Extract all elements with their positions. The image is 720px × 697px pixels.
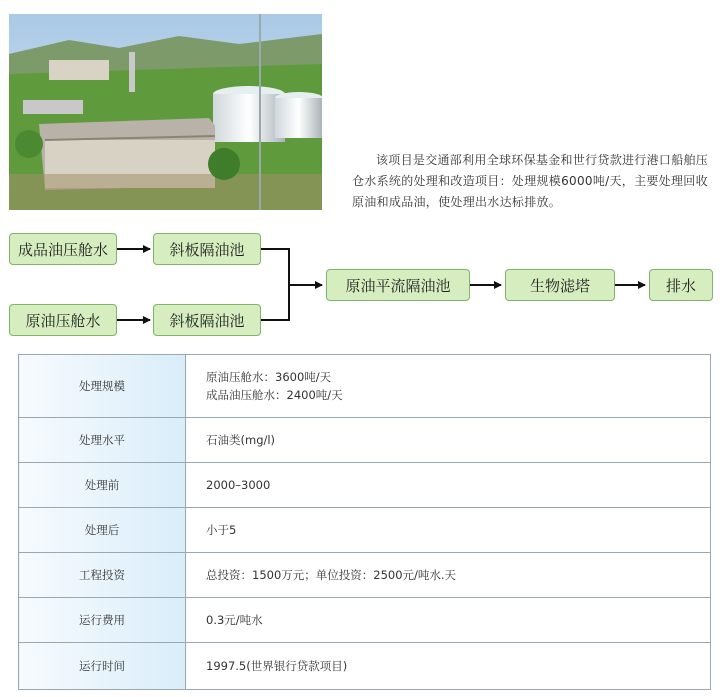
project-description: 该项目是交通部利用全球环保基金和世行贷款进行港口船舶压仓水系统的处理和改造项目：处理规模6000吨/天，主要处理回收原油和成品油，使处理出水达标排放。 [352,153,709,209]
node-bio-filter: 生物滤塔 [505,269,615,301]
row-label: 运行费用 [19,598,186,643]
row-label: 处理后 [19,508,186,553]
table-row [19,508,711,553]
table-row [19,463,711,508]
row-value: 总投资：1500万元；单位投资：2500元/吨水.天 [186,553,711,598]
node-crude-ballast: 原油压舱水 [9,304,117,336]
row-value [186,355,711,418]
row-value: 小于5 [186,508,711,553]
row-value: 石油类(mg/l) [186,418,711,463]
value-line: 原油压舱水：3600吨/天 [206,370,332,384]
industrial-plant-photo-icon [9,14,322,210]
table-row [19,643,711,690]
plant-photo [9,14,322,210]
merge-connector [261,249,289,320]
row-label: 运行时间 [19,643,186,690]
table-row [19,355,711,418]
row-label: 处理规模 [19,355,186,418]
node-product-ballast: 成品油压舱水 [9,233,117,265]
table-row [19,598,711,643]
node-plate-separator-1: 斜板隔油池 [153,233,261,265]
node-discharge: 排水 [649,269,713,301]
row-label: 处理水平 [19,418,186,463]
table-row [19,553,711,598]
project-data-table [18,354,711,690]
table-row [19,418,711,463]
row-label: 工程投资 [19,553,186,598]
row-value: 2000–3000 [186,463,711,508]
row-value: 0.3元/吨水 [186,598,711,643]
row-label: 处理前 [19,463,186,508]
node-crude-flow-separator: 原油平流隔油池 [326,269,470,301]
node-plate-separator-2: 斜板隔油池 [153,304,261,336]
value-line: 成品油压舱水：2400吨/天 [206,388,343,402]
row-value: 1997.5(世界银行贷款项目) [186,643,711,690]
